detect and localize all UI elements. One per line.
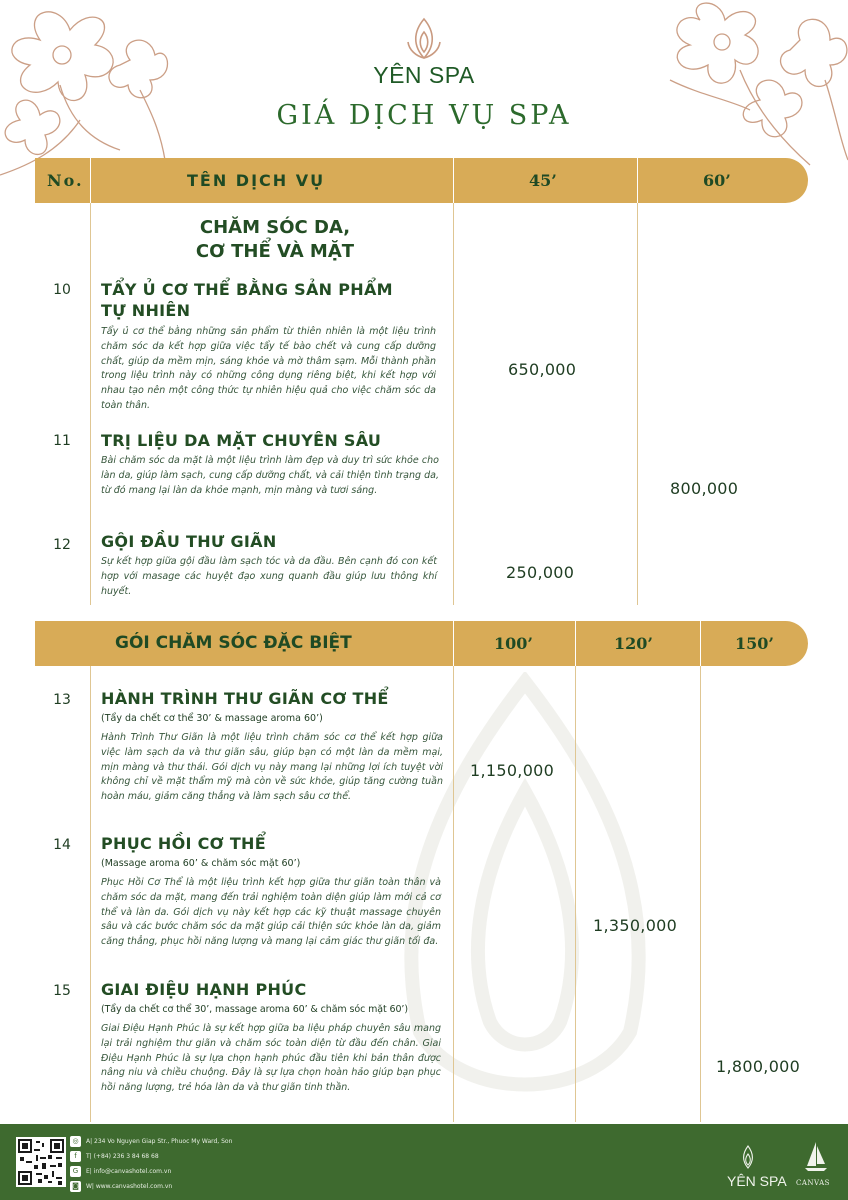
qr-code[interactable] (16, 1137, 66, 1187)
section-title-line: CHĂM SÓC DA, (199, 217, 351, 238)
column-header-no: No. (47, 171, 84, 190)
section-title (120, 216, 430, 264)
page-title: GIÁ DỊCH VỤ SPA (276, 100, 572, 131)
facebook-icon[interactable]: f (70, 1151, 81, 1162)
section-title-line: CƠ THỂ VÀ MẶT (195, 241, 355, 262)
service-description: Tẩy ủ cơ thể bằng những sản phẩm từ thiên nhiên là một liệu trình chăm sóc da kết hợp giữa việc tẩy tế bào chết và cung cấp dưỡng chất, giúp da mềm mịn, sáng khỏe và mờ thâm sạm. Mỗi thành phần trong liệu trình này có những công dụng riêng biệt, khi kết hợp với nhau tạo nên một công thức tự nhiên hiệu quả cho việc chăm sóc da toàn thân. (101, 326, 436, 411)
service-price: 250,000 (506, 563, 575, 582)
service-price: 1,150,000 (470, 761, 555, 780)
service-name: GIAI ĐIỆU HẠNH PHÚC (101, 980, 307, 999)
service-price: 1,800,000 (716, 1057, 801, 1076)
service-number: 15 (53, 983, 71, 999)
column-header-150: 150’ (735, 634, 774, 653)
service-number: 11 (53, 433, 71, 449)
footer-address: A| 234 Vo Nguyen Giap Str., Phuoc My Ward, Son (86, 1138, 233, 1145)
divider (453, 203, 454, 605)
column-header-45: 45’ (529, 171, 557, 190)
service-price: 650,000 (508, 360, 577, 379)
divider (575, 666, 576, 1122)
divider (90, 666, 91, 1122)
footer-phone[interactable]: T| (+84) 236 3 84 68 68 (86, 1153, 159, 1160)
package-header-bar (35, 621, 808, 666)
column-header-service-name: TÊN DỊCH VỤ (187, 171, 326, 190)
service-subtitle: (Massage aroma 60’ & chăm sóc mặt 60’) (101, 858, 301, 869)
service-name-line: TỰ NHIÊN (101, 301, 191, 320)
service-name-line: TẨY Ủ CƠ THỂ BẰNG SẢN PHẨM (101, 280, 393, 299)
brand-name: YÊN SPA (373, 62, 475, 88)
table-header-bar (35, 158, 808, 203)
footer-website[interactable]: W| www.canvashotel.com.vn (86, 1183, 173, 1190)
service-name (101, 279, 446, 321)
service-description: Phục Hồi Cơ Thể là một liệu trình kết hợp giữa thư giãn toàn thân và chăm sóc da mặt, mang đến trải nghiệm toàn diện giúp làm mới cả cơ thể và làn da. Gói dịch vụ này kết hợp các kỹ thuật massage chuyên sâu và các bước chăm sóc da mặt giúp cải thiện sức khỏe làn da, giảm căng thẳng, phục hồi năng lượng và mang lại cảm giác thư giãn tối đa. (101, 877, 441, 948)
service-subtitle: (Tẩy da chết cơ thể 30’ & massage aroma 60’) (101, 713, 323, 724)
service-number: 13 (53, 692, 71, 708)
service-price: 800,000 (670, 479, 739, 498)
column-header-120: 120’ (614, 634, 653, 653)
service-subtitle: (Tẩy da chết cơ thể 30’, massage aroma 60’ & chăm sóc mặt 60’) (101, 1004, 408, 1015)
service-name: GỘI ĐẦU THƯ GIÃN (101, 532, 277, 551)
service-description: Sự kết hợp giữa gội đầu làm sạch tóc và da đầu. Bên cạnh đó con kết hợp với masage các huyệt đạo xung quanh đầu giúp lưu thông khí huyết. (101, 556, 437, 597)
service-price: 1,350,000 (593, 916, 678, 935)
service-name: PHỤC HỒI CƠ THỂ (101, 834, 266, 853)
tripadvisor-icon[interactable]: ◎ (70, 1136, 81, 1147)
service-description: Hành Trình Thư Giãn là một liệu trình chăm sóc cơ thể kết hợp giữa việc làm sạch da và thư giãn sâu, giúp bạn có một làn da mềm mại, mịn màng và thư thái. Gói dịch vụ này mang lại những lợi ích tuyệt vời không chỉ về mặt thẩm mỹ mà còn về sức khỏe, giúp tăng cường tuần hoàn máu, giảm căng thẳng và làm sạch sâu cơ thể. (101, 732, 443, 803)
instagram-icon[interactable]: ◙ (70, 1181, 81, 1192)
service-number: 14 (53, 837, 71, 853)
package-section-title: GÓI CHĂM SÓC ĐẶC BIỆT (115, 633, 352, 653)
service-description: Giai Điệu Hạnh Phúc là sự kết hợp giữa ba liệu pháp chuyên sâu mang lại trải nghiệm thư giãn và chăm sóc toàn diện từ đầu đến chân. Giai Điệu Hạnh Phúc là sự lựa chọn hạnh phúc đầu tiên khi bản thân được nâng niu và chiều chuộng. Đây là sự lựa chọn hoàn hảo giúp bạn phục hồi năng lượng, trẻ hóa làn da và thư giãn tinh thần. (101, 1023, 441, 1094)
divider (453, 666, 454, 1122)
lotus-logo-icon (404, 16, 444, 64)
column-header-100: 100’ (494, 634, 533, 653)
divider (700, 666, 701, 1122)
footer-brand: YÊN SPA (727, 1173, 787, 1189)
service-name: HÀNH TRÌNH THƯ GIÃN CƠ THỂ (101, 689, 389, 708)
divider (637, 203, 638, 605)
google-icon[interactable]: G (70, 1166, 81, 1177)
sailboat-icon (803, 1140, 829, 1174)
service-number: 12 (53, 537, 71, 553)
column-header-60: 60’ (703, 171, 731, 190)
service-name: TRỊ LIỆU DA MẶT CHUYÊN SÂU (101, 431, 382, 450)
footer-lotus-icon (738, 1144, 758, 1172)
service-description: Bài chăm sóc da mặt là một liệu trình làm đẹp và duy trì sức khỏe cho làn da, giúp làm sạch, cung cấp dưỡng chất, và cải thiện tình trạng da, từ đó mang lại làn da khỏe mạnh, mịn màng và tươi sáng. (101, 455, 439, 496)
footer-partner: CANVAS (796, 1179, 830, 1187)
footer-email[interactable]: E| info@canvashotel.com.vn (86, 1168, 172, 1175)
service-number: 10 (53, 282, 71, 298)
social-icons (70, 1136, 84, 1194)
divider (90, 203, 91, 605)
